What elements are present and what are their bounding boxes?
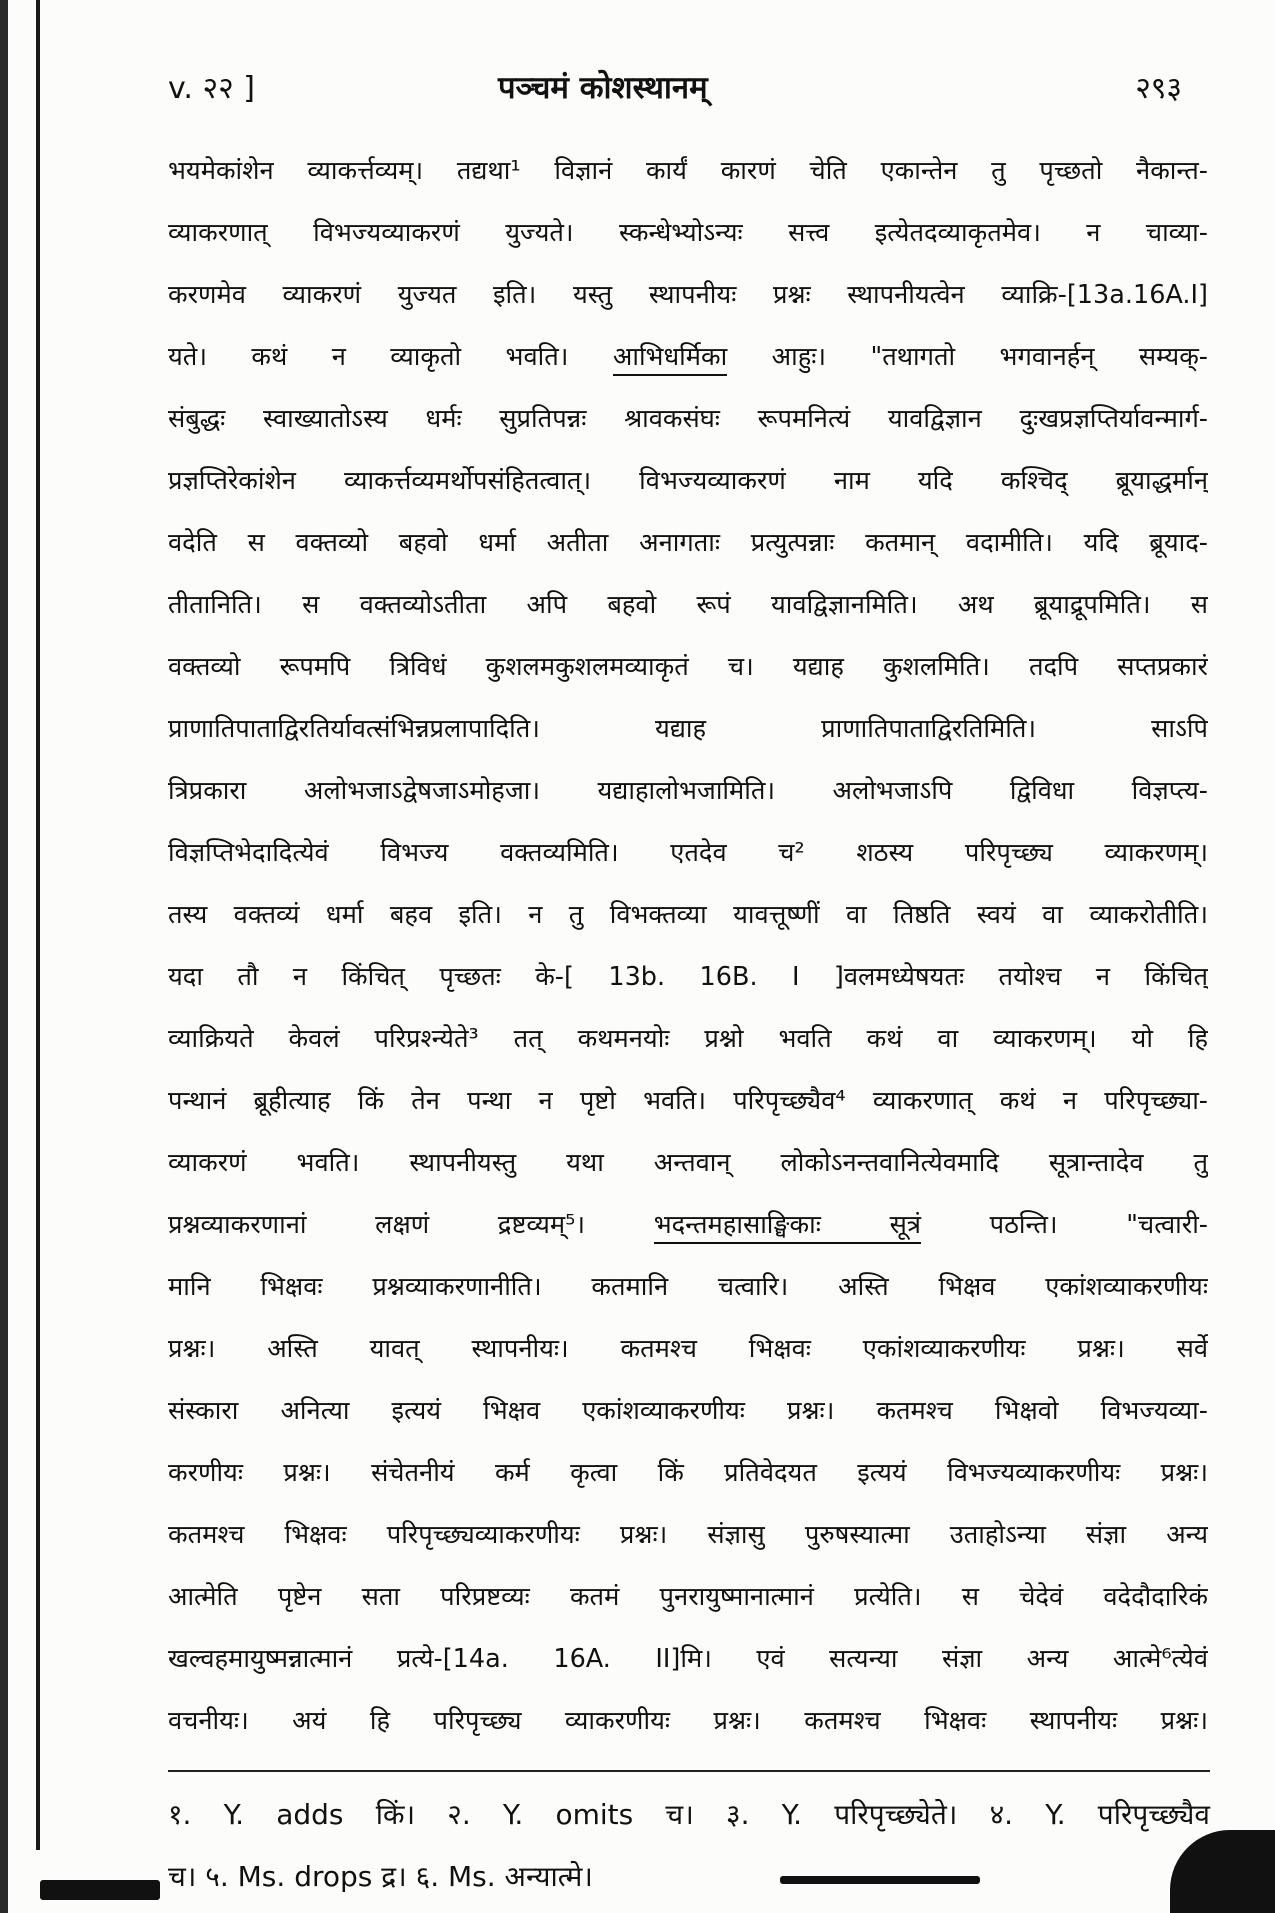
text-line: खल्वहमायुष्मन्नात्मानं प्रत्ये-[14a. 16A. II]मि। एवं सत्यन्या संज्ञा अन्य आत्मे⁶त्येवं (168, 1644, 1208, 1674)
text-line: प्रज्ञप्तिरेकांशेन व्याकर्त्तव्यमर्थोपसंहितत्वात्। विभज्यव्याकरणं नाम यदि कश्चिद् ब्रूयाद्धर्मान् (168, 466, 1208, 496)
text-line: वदेति स वक्तव्यो बहवो धर्मा अतीता अनागताः प्रत्युत्पन्नाः कतमान् वदामीति। यदि ब्रूयाद- (168, 528, 1208, 558)
scan-smudge (40, 1880, 160, 1900)
scan-smudge (780, 1876, 980, 1884)
text-line: वचनीयः। अयं हि परिपृच्छ्य व्याकरणीयः प्रश्नः। कतमश्च भिक्षवः स्थापनीयः प्रश्नः। (168, 1706, 1208, 1736)
binding-shadow (0, 0, 8, 1913)
text-line: संस्कारा अनित्या इत्ययं भिक्षव एकांशव्याकरणीयः प्रश्नः। कतमश्च भिक्षवो विभज्यव्या- (168, 1396, 1208, 1426)
text-line: करणीयः प्रश्नः। संचेतनीयं कर्म कृत्वा किं प्रतिवेदयत इत्ययं विभज्यव्याकरणीयः प्रश्नः। (168, 1458, 1208, 1488)
text-line: यते। कथं न व्याकृतो भवति। आभिधर्मिका आहुः। "तथागतो भगवानर्हन् सम्यक्- (168, 326, 1208, 388)
text-line: पन्थानं ब्रूहीत्याह किं तेन पन्था न पृष्टो भवति। परिपृच्छ्यैव⁴ व्याकरणात् कथं न परिपृच्छ्या- (168, 1086, 1208, 1116)
running-header (168, 66, 1198, 116)
underlined-term: भदन्तमहासाङ्घिकाः सूत्रं (654, 1210, 921, 1244)
text-line: कतमश्च भिक्षवः परिपृच्छ्यव्याकरणीयः प्रश्नः। संज्ञासु पुरुषस्यात्मा उताहोऽन्या संज्ञा अन्य (168, 1520, 1208, 1550)
text-line: व्याक्रियते केवलं परिप्रश्न्येते³ तत् कथमनयोः प्रश्नो भवति कथं वा व्याकरणम्। यो हि (168, 1024, 1208, 1054)
main-text (168, 140, 1208, 1752)
chapter-title: पञ्चमं कोशस्थानम् (498, 70, 708, 106)
text-line: भयमेकांशेन व्याकर्त्तव्यम्। तद्यथा¹ विज्ञानं कार्यं कारणं चेति एकान्तेन तु पृच्छतो नैकान्त- (168, 156, 1208, 186)
text-line: प्रश्नव्याकरणानां लक्षणं द्रष्टव्यम्⁵। भदन्तमहासाङ्घिकाः सूत्रं पठन्ति। "चत्वारी- (168, 1194, 1208, 1256)
footnote-line: च। ५. Ms. drops द्र। ६. Ms. अन्यात्मे। (168, 1860, 593, 1893)
text-line: विज्ञप्तिभेदादित्येवं विभज्य वक्तव्यमिति। एतदेव च² शठस्य परिपृच्छ्य व्याकरणम्। (168, 838, 1208, 868)
text-line: व्याकरणात् विभज्यव्याकरणं युज्यते। स्कन्धेभ्योऽन्यः सत्त्व इत्येतदव्याकृतमेव। न चाव्या- (168, 218, 1208, 248)
text-line: यदा तौ न किंचित् पृच्छतः के-[ 13b. 16B. I ]वलमध्येषयतः तयोश्च न किंचित् (168, 962, 1208, 992)
text-line: प्राणातिपाताद्विरतिर्यावत्संभिन्नप्रलापादिति। यद्याह प्राणातिपाताद्विरतिमिति। साऽपि (168, 714, 1208, 744)
text-line: व्याकरणं भवति। स्थापनीयस्तु यथा अन्तवान् लोकोऽनन्तवानित्येवमादि सूत्रान्तादेव तु (168, 1148, 1208, 1178)
text-line: संबुद्धः स्वाख्यातोऽस्य धर्मः सुप्रतिपन्नः श्रावकसंघः रूपमनित्यं यावद्विज्ञान दुःखप्रज्ञप्तिर्यावन्मार्ग- (168, 404, 1208, 434)
text-line: त्रिप्रकारा अलोभजाऽद्वेषजाऽमोहजा। यद्याहालोभजामिति। अलोभजाऽपि द्विविधा विज्ञप्त्य- (168, 776, 1208, 806)
text-line: वक्तव्यो रूपमपि त्रिविधं कुशलमकुशलमव्याकृतं च। यद्याह कुशलमिति। तदपि सप्तप्रकारं (168, 652, 1208, 682)
text-line: करणमेव व्याकरणं युज्यत इति। यस्तु स्थापनीयः प्रश्नः स्थापनीयत्वेन व्याक्रि-[13a.16A.I] (168, 280, 1208, 310)
binding-line (36, 0, 40, 1850)
verse-reference: v. २२ ] (168, 71, 255, 106)
text-line: आत्मेति पृष्टेन सता परिप्रष्टव्यः कतमं पुनरायुष्मानात्मानं प्रत्येति। स चेदेवं वदेदौदारिकं (168, 1582, 1208, 1612)
footnote-rule (168, 1770, 1210, 1772)
page-number: २९३ (1135, 71, 1182, 106)
footnotes (168, 1784, 1210, 1908)
text-line: तीतानिति। स वक्तव्योऽतीता अपि बहवो रूपं यावद्विज्ञानमिति। अथ ब्रूयाद्रूपमिति। स (168, 590, 1208, 620)
text-line: मानि भिक्षवः प्रश्नव्याकरणानीति। कतमानि चत्वारि। अस्ति भिक्षव एकांशव्याकरणीयः (168, 1272, 1208, 1302)
text-line: प्रश्नः। अस्ति यावत् स्थापनीयः। कतमश्च भिक्षवः एकांशव्याकरणीयः प्रश्नः। सर्वे (168, 1334, 1208, 1364)
text-line: तस्य वक्तव्यं धर्मा बहव इति। न तु विभक्तव्या यावत्तूष्णीं वा तिष्ठति स्वयं वा व्याकरोतीति। (168, 900, 1208, 930)
footnote-line: १. Y. adds किं। २. Y. omits च। ३. Y. परिपृच्छ्येते। ४. Y. परिपृच्छ्यैव (168, 1798, 1210, 1831)
underlined-term: आभिधर्मिका (613, 342, 727, 376)
